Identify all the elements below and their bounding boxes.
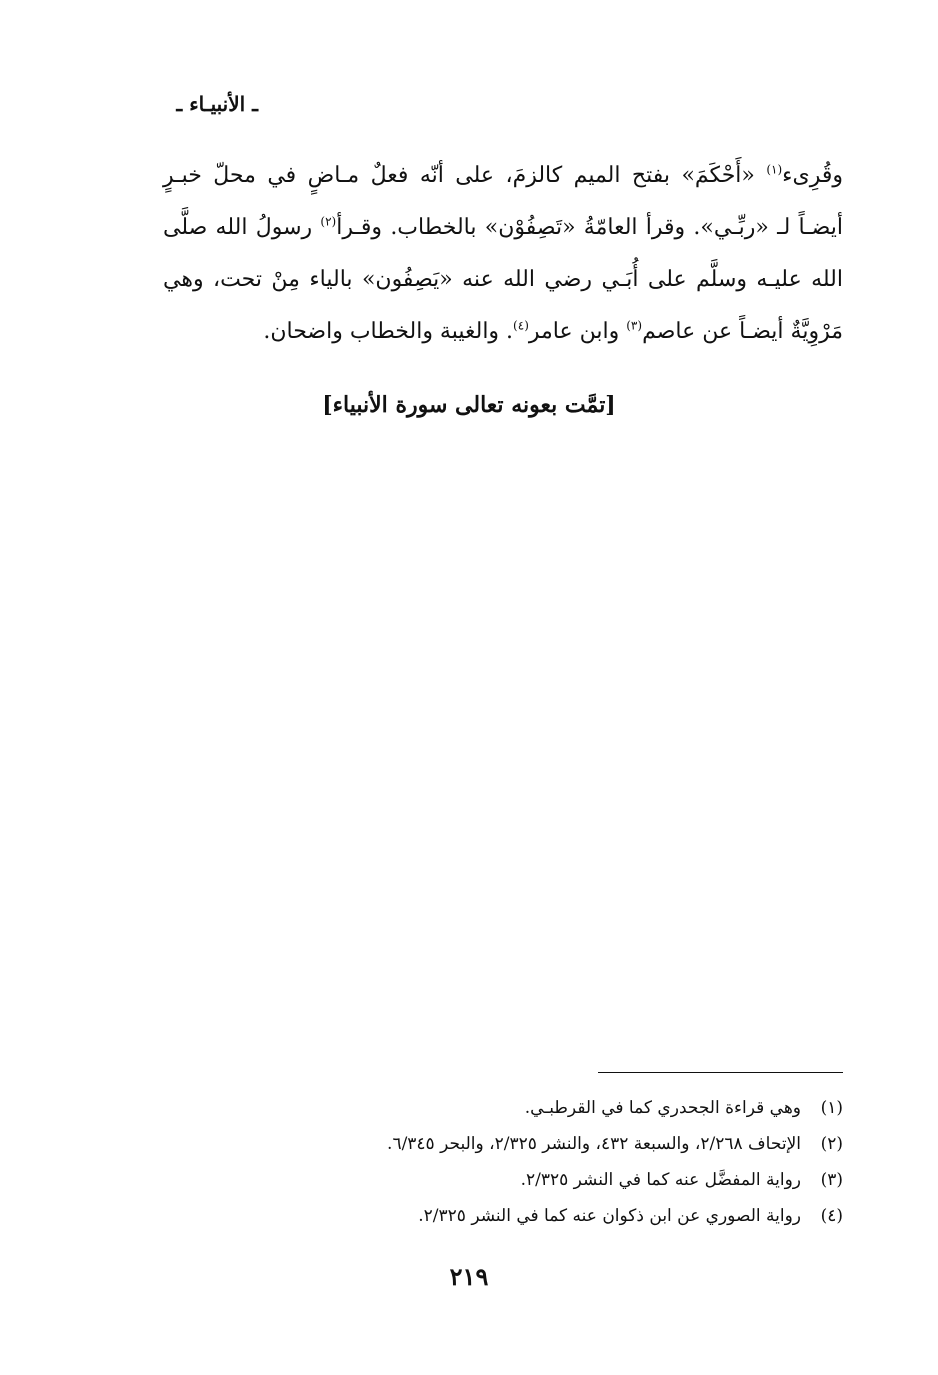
footnote-item <box>143 1090 843 1126</box>
footnote-number: (٢) <box>820 1134 843 1154</box>
page-number: ٢١٩ <box>449 1262 489 1291</box>
footnote-text: رواية الصوري عن ابن ذكوان عنه كما في النشر ٢/٣٢٥. <box>418 1206 801 1226</box>
footnote-text: وهي قراءة الجحدري كما في القرطبـي. <box>524 1098 801 1118</box>
footnote-text: الإتحاف ٢/٢٦٨، والسبعة ٤٣٢، والنشر ٢/٣٢٥، والبحر ٦/٣٤٥. <box>387 1134 801 1154</box>
body-paragraph: وقُرِىء$^{(١)}$ «أَحْكَمَ» بفتح الميم كالزمَ، على أنّه فعلٌ مـاضٍ في محلّ خبـرٍ أيضـاً لـ «ربِّـي». وقرأ العامّةُ «تَصِفُوْن» بالخطاب. وقـرأ$^{(٢)}$ رسولُ الله صلَّى الله عليـه وسلَّم على أُبَـي رضي الله عنه «يَصِفُون» بالياء مِنْ تحت، وهي مَرْوِيَّةٌ أيضـاً عن عاصم$^{(٣)}$ وابن عامر$^{(٤)}$. والغيبة والخطاب واضحان. <box>163 162 843 344</box>
footnote-divider <box>598 1072 843 1073</box>
footnote-number: (٤) <box>820 1206 843 1226</box>
footnote-number: (١) <box>820 1098 843 1118</box>
running-header: ـ الأنبيـاء ـ <box>176 92 258 116</box>
footnote-item <box>143 1162 843 1198</box>
footnote-item <box>143 1198 843 1234</box>
footnote-item <box>143 1126 843 1162</box>
footnote-number: (٣) <box>820 1170 843 1190</box>
footnotes-list <box>143 1090 843 1234</box>
footnote-text: رواية المفضَّل عنه كما في النشر ٢/٣٢٥. <box>520 1170 801 1190</box>
surah-closing-note: [تمَّت بعونه تعالى سورة الأنبياء] <box>322 392 616 418</box>
